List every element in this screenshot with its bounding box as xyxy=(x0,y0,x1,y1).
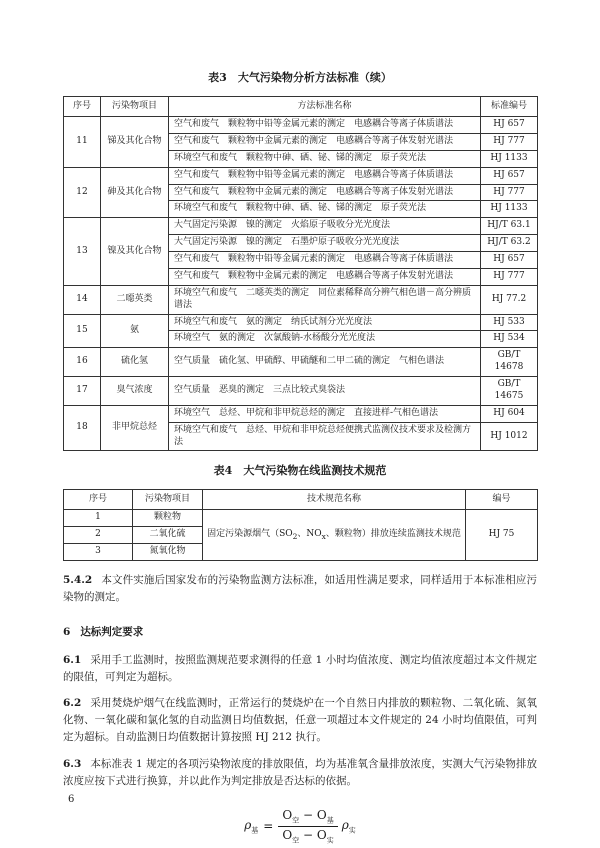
pollutant-cell: 氨 xyxy=(101,314,169,348)
pollutant-cell: 臭气浓度 xyxy=(101,377,169,406)
clause-6-3 xyxy=(63,756,537,790)
method-cell: 空气和废气 颗粒物中金属元素的测定 电感耦合等离子体发射光谱法 xyxy=(169,133,481,150)
seq-cell: 15 xyxy=(64,314,101,348)
clause-text: 本文件实施后国家发布的污染物监测方法标准，如适用性满足要求，同样适用于本标准相应污染物的测定。 xyxy=(63,574,537,603)
code-cell: HJ/T 63.1 xyxy=(481,218,538,235)
table-row xyxy=(64,405,538,422)
pollutant-cell: 非甲烷总烃 xyxy=(101,405,169,451)
page-number: 6 xyxy=(68,794,75,805)
code-cell: HJ 657 xyxy=(481,252,538,269)
table-row xyxy=(64,510,538,527)
table3-header-row xyxy=(64,97,538,117)
method-cell: 空气和废气 颗粒物中金属元素的测定 电感耦合等离子体发射光谱法 xyxy=(169,184,481,201)
code-cell: HJ 777 xyxy=(481,133,538,150)
table-row xyxy=(64,218,538,235)
seq-cell: 16 xyxy=(64,348,101,377)
code-cell: HJ 533 xyxy=(481,314,538,331)
seq-cell: 13 xyxy=(64,218,101,286)
seq-cell: 18 xyxy=(64,405,101,451)
clause-6-1 xyxy=(63,652,537,686)
code-cell: HJ 77.2 xyxy=(481,285,538,314)
code-cell: HJ 657 xyxy=(481,117,538,134)
code-cell: HJ 1012 xyxy=(481,422,538,451)
col-header-code: 编号 xyxy=(466,490,538,510)
subscript-measured: 实 xyxy=(348,826,356,835)
code-cell: HJ/T 63.2 xyxy=(481,235,538,252)
clause-text: 采用手工监测时，按照监测规范要求测得的任意 1 小时均值浓度、测定均值浓度超过本文件规定的限值，可判定为超标。 xyxy=(63,654,537,683)
section-number: 6 xyxy=(63,626,71,638)
table-row xyxy=(64,285,538,314)
seq-cell: 1 xyxy=(64,510,133,527)
clause-number: 6.3 xyxy=(63,758,82,770)
pollutant-cell: 颗粒物 xyxy=(133,510,203,527)
code-cell: HJ 657 xyxy=(481,167,538,184)
table3-title: 表3 大气污染物分析方法标准（续） xyxy=(208,71,392,84)
spec-name-cell: 固定污染源烟气（$SO_2$、$NO_x$、颗粒物）排放连续监测技术规范 xyxy=(203,510,466,561)
pollutant-cell: 镍及其化合物 xyxy=(101,218,169,286)
table3-analysis-methods xyxy=(63,96,538,451)
method-cell: 空气和废气 颗粒物中金属元素的测定 电感耦合等离子体发射光谱法 xyxy=(169,268,481,285)
clause-number: 6.1 xyxy=(63,654,82,666)
table-row xyxy=(64,167,538,184)
section-title: 达标判定要求 xyxy=(80,626,144,638)
table4-title: 表4 大气污染物在线监测技术规范 xyxy=(213,464,387,478)
table-row xyxy=(64,348,538,377)
seq-cell: 17 xyxy=(64,377,101,406)
seq-cell: 14 xyxy=(64,285,101,314)
method-cell: 环境空气和废气 总烃、甲烷和非甲烷总烃便携式监测仪技术要求及检测方法 xyxy=(169,422,481,451)
table4-online-monitoring xyxy=(63,489,538,561)
code-cell: HJ 534 xyxy=(481,331,538,348)
fraction-denominator: $O_空 - O_实$ xyxy=(282,827,334,844)
col-header-seq: 序号 xyxy=(64,97,101,117)
seq-cell: 3 xyxy=(64,544,133,561)
code-cell: GB/T 14678 xyxy=(481,348,538,377)
subscript-base: 基 xyxy=(251,826,259,835)
rho-measured: ρ xyxy=(341,817,349,832)
col-header-seq: 序号 xyxy=(64,490,133,510)
page-content xyxy=(63,0,537,846)
method-cell: 空气质量 硫化氢、甲硫醇、甲硫醚和二甲二硫的测定 气相色谱法 xyxy=(169,348,481,377)
clause-text: 采用焚烧炉烟气在线监测时，正常运行的焚烧炉在一个自然日内排放的颗粒物、二氧化硫、氮氧化物、一氧化碳和氯化氢的自动监测日均值数据，任意一项超过本文件规定的 24 小时均值限值，可判定为超标。自动监测日均值数据计算按照 HJ 212 执行。 xyxy=(63,697,537,743)
equals-sign: = xyxy=(263,819,274,833)
method-cell: 空气和废气 颗粒物中铅等金属元素的测定 电感耦合等离子体质谱法 xyxy=(169,167,481,184)
method-cell: 环境空气 氨的测定 次氯酸钠-水杨酸分光光度法 xyxy=(169,331,481,348)
table-row xyxy=(64,377,538,406)
method-cell: 空气质量 恶臭的测定 三点比较式臭袋法 xyxy=(169,377,481,406)
method-cell: 空气和废气 颗粒物中铅等金属元素的测定 电感耦合等离子体质谱法 xyxy=(169,117,481,134)
method-cell: 环境空气和废气 颗粒物中砷、硒、铋、锑的测定 原子荧光法 xyxy=(169,201,481,218)
pollutant-cell: 氮氧化物 xyxy=(133,544,203,561)
table-row xyxy=(64,117,538,134)
seq-cell: 11 xyxy=(64,117,101,168)
code-cell: HJ 777 xyxy=(481,184,538,201)
clause-5-4-2 xyxy=(63,572,537,606)
pollutant-cell: 锑及其化合物 xyxy=(101,117,169,168)
oxygen-correction-formula xyxy=(63,806,537,846)
clause-text: 本标准表 1 规定的各项污染物浓度的排放限值，均为基准氧含量排放浓度，实测大气污染物排放浓度应按下式进行换算，并以此作为判定排放是否达标的依据。 xyxy=(63,758,537,787)
section-6-heading xyxy=(63,625,537,640)
code-cell: HJ 604 xyxy=(481,405,538,422)
code-cell: HJ 75 xyxy=(466,510,538,561)
method-cell: 环境空气 总烃、甲烷和非甲烷总烃的测定 直接进样-气相色谱法 xyxy=(169,405,481,422)
seq-cell: 2 xyxy=(64,527,133,544)
rho-base: ρ xyxy=(244,817,252,832)
table-row xyxy=(64,314,538,331)
code-cell: HJ 777 xyxy=(481,268,538,285)
method-cell: 空气和废气 颗粒物中铅等金属元素的测定 电感耦合等离子体质谱法 xyxy=(169,252,481,269)
code-cell: HJ 1133 xyxy=(481,150,538,167)
col-header-pollutant: 污染物项目 xyxy=(101,97,169,117)
col-header-pollutant: 污染物项目 xyxy=(133,490,203,510)
pollutant-cell: 硫化氢 xyxy=(101,348,169,377)
method-cell: 环境空气和废气 二噁英类的测定 同位素稀释高分辨气相色谱－高分辨质谱法 xyxy=(169,285,481,314)
fraction xyxy=(278,808,337,844)
code-cell: GB/T 14675 xyxy=(481,377,538,406)
method-cell: 大气固定污染源 镍的测定 石墨炉原子吸收分光光度法 xyxy=(169,235,481,252)
table4-header-row xyxy=(64,490,538,510)
method-cell: 大气固定污染源 镍的测定 火焰原子吸收分光光度法 xyxy=(169,218,481,235)
pollutant-cell: 二噁英类 xyxy=(101,285,169,314)
fraction-numerator: $O_空 - O_基$ xyxy=(278,808,337,826)
clause-6-2 xyxy=(63,695,537,746)
col-header-method: 方法标准名称 xyxy=(169,97,481,117)
col-header-code: 标准编号 xyxy=(481,97,538,117)
pollutant-cell: 二氧化硫 xyxy=(133,527,203,544)
clause-number: 6.2 xyxy=(63,697,82,709)
method-cell: 环境空气和废气 氨的测定 纳氏试剂分光光度法 xyxy=(169,314,481,331)
code-cell: HJ 1133 xyxy=(481,201,538,218)
clause-number: 5.4.2 xyxy=(63,574,93,586)
method-cell: 环境空气和废气 颗粒物中砷、硒、铋、锑的测定 原子荧光法 xyxy=(169,150,481,167)
seq-cell: 12 xyxy=(64,167,101,218)
pollutant-cell: 砷及其化合物 xyxy=(101,167,169,218)
col-header-spec: 技术规范名称 xyxy=(203,490,466,510)
